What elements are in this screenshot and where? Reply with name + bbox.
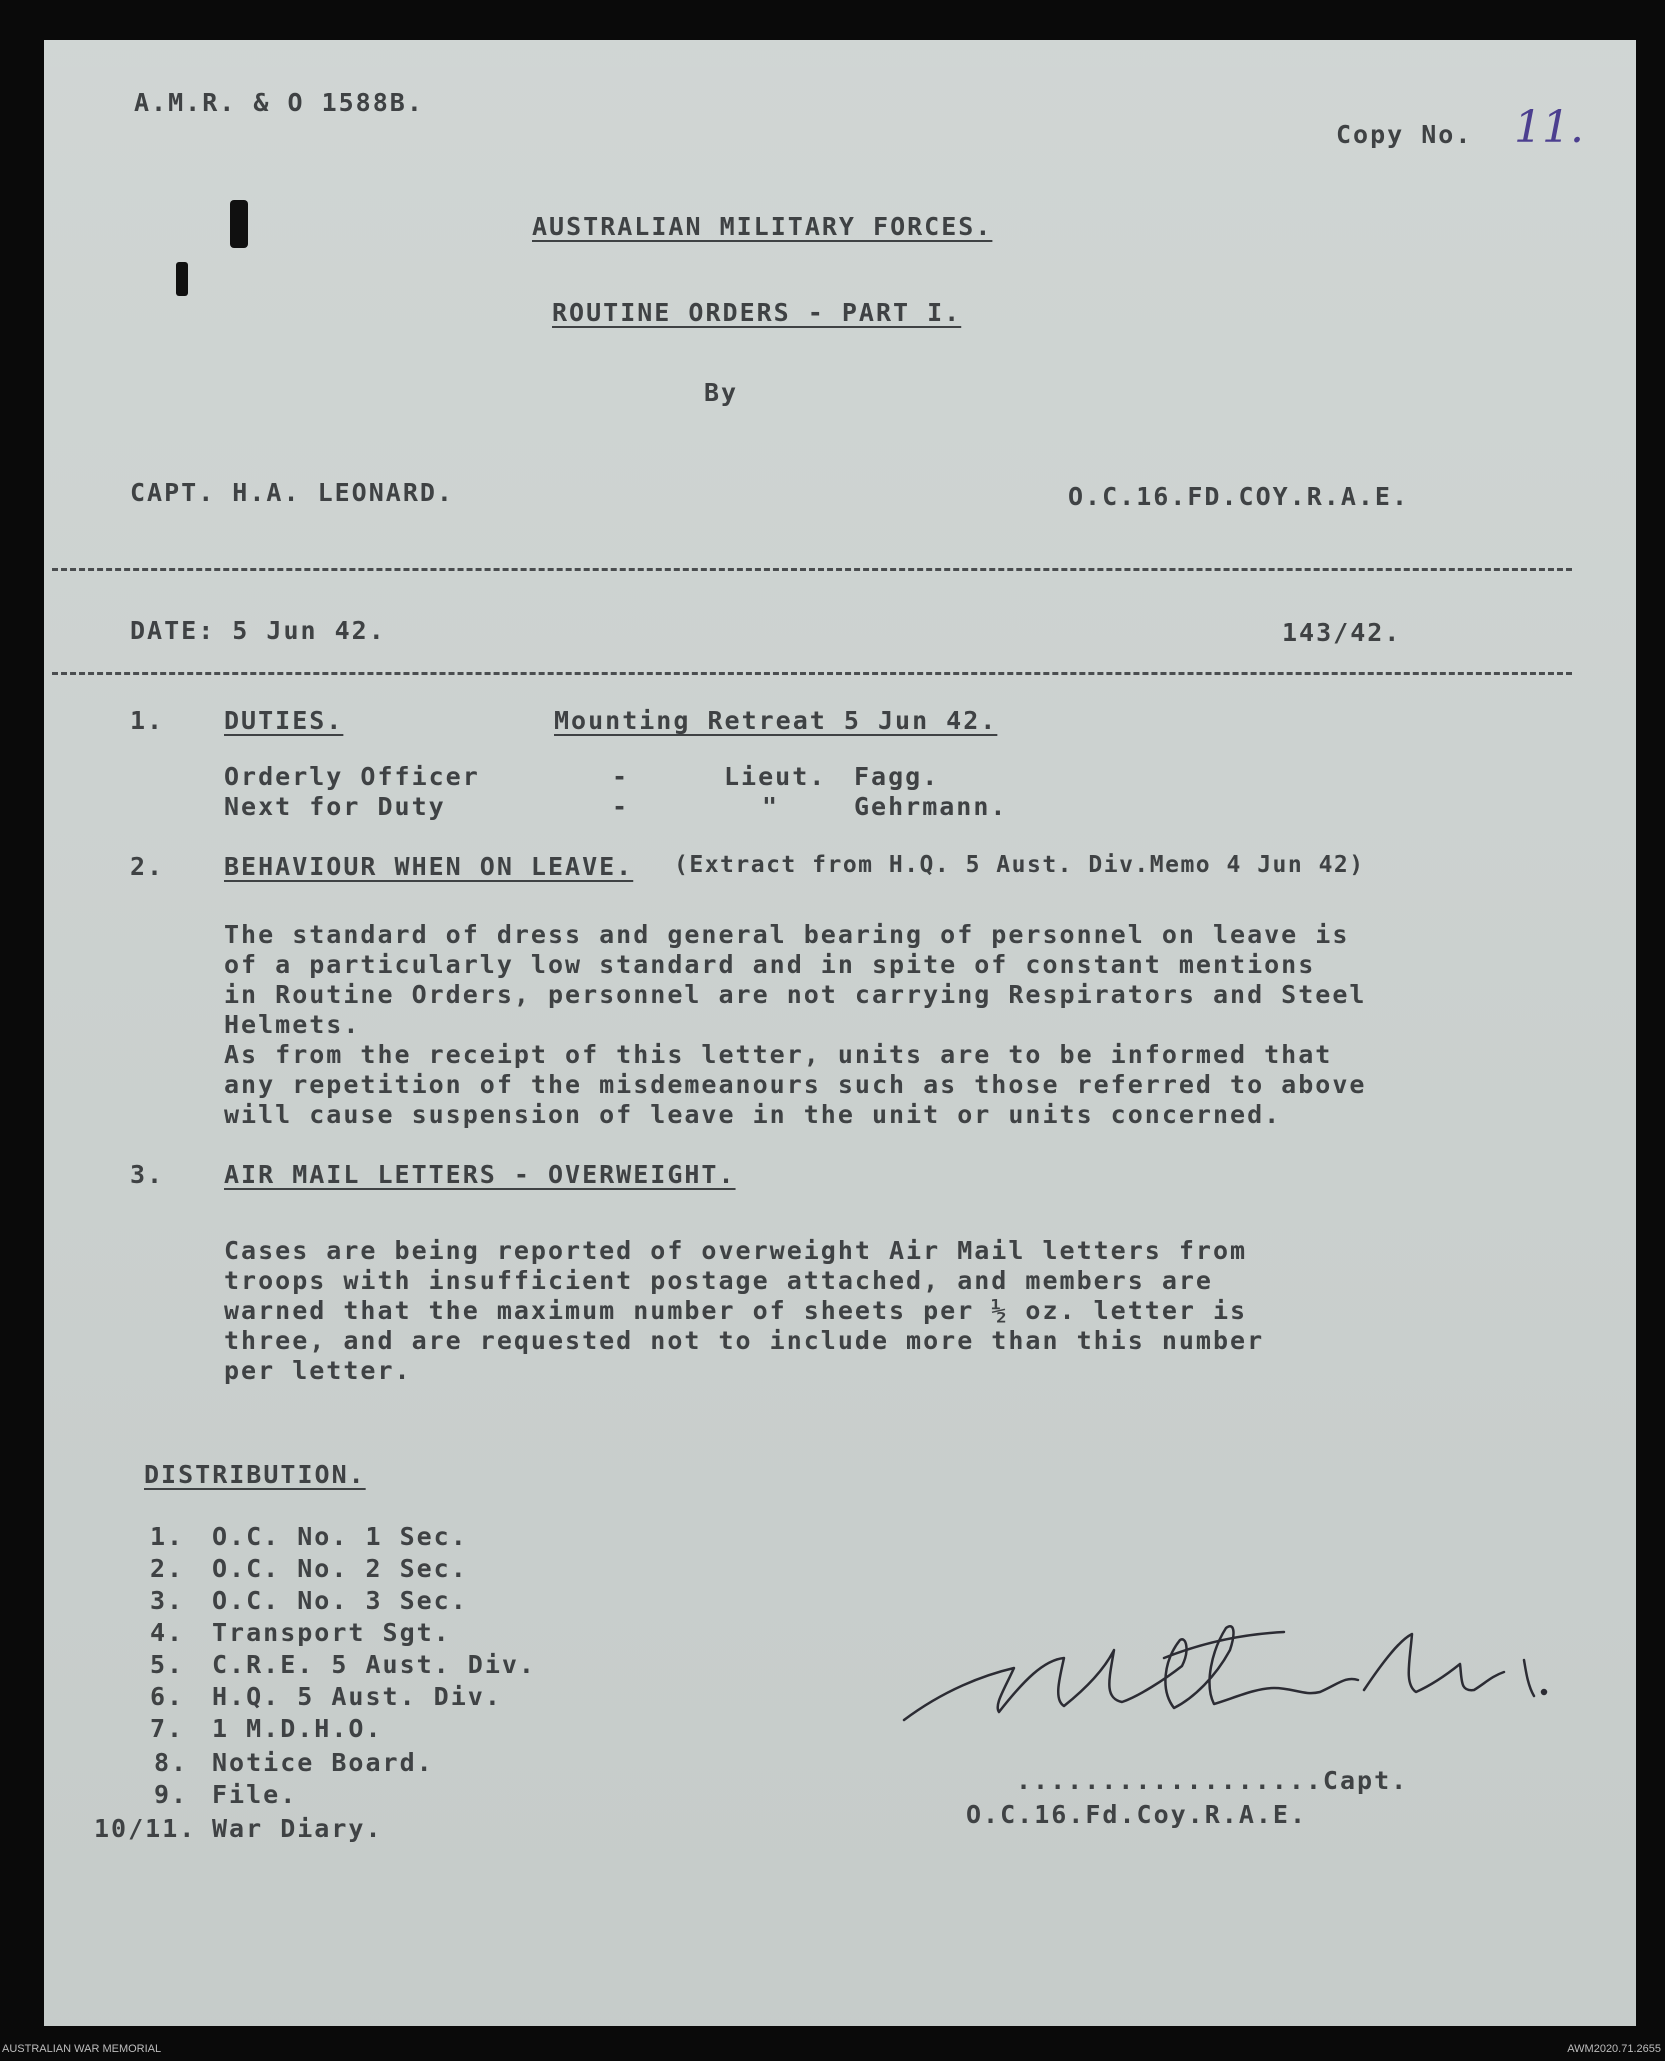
header-divider-top	[52, 568, 1572, 571]
section-2-number: 2.	[130, 852, 165, 881]
punch-hole	[176, 262, 188, 296]
distribution-item: 1 M.D.H.O.	[212, 1714, 383, 1743]
duty-dash: -	[612, 762, 630, 791]
section-2-line: Helmets.	[224, 1010, 361, 1039]
distribution-item: File.	[212, 1780, 298, 1809]
section-2-line: in Routine Orders, personnel are not carrying Respirators and Steel	[224, 980, 1367, 1009]
punch-hole	[230, 200, 248, 248]
distribution-item-number: 4.	[150, 1618, 185, 1647]
section-3-line: three, and are requested not to include more than this number	[224, 1326, 1265, 1355]
by-label: By	[704, 378, 739, 407]
header-divider-bottom	[52, 672, 1572, 675]
section-2-note: (Extract from H.Q. 5 Aust. Div.Memo 4 Jun 42)	[674, 852, 1365, 878]
distribution-item-number: 6.	[150, 1682, 185, 1711]
section-2-line: any repetition of the misdemeanours such as those referred to above	[224, 1070, 1367, 1099]
orders-title: ROUTINE ORDERS - PART I.	[552, 298, 962, 327]
duty-name: Fagg.	[854, 762, 940, 791]
handwritten-signature	[864, 1580, 1584, 1760]
section-2-line: of a particularly low standard and in spite of constant mentions	[224, 950, 1316, 979]
distribution-item-number: 10/11.	[94, 1814, 197, 1843]
duty-name: Gehrmann.	[854, 792, 1008, 821]
section-3-line: troops with insufficient postage attached, and members are	[224, 1266, 1213, 1295]
section-2-line: will cause suspension of leave in the unit or units concerned.	[224, 1100, 1282, 1129]
signature-capt-line: ..................Capt.	[1016, 1766, 1409, 1795]
section-1-number: 1.	[130, 706, 165, 735]
distribution-item-number: 9.	[154, 1780, 189, 1809]
duty-role: Orderly Officer	[224, 762, 480, 791]
archive-credit: AUSTRALIAN WAR MEMORIAL	[2, 2043, 162, 2055]
reference-number: A.M.R. & O 1588B.	[134, 88, 424, 117]
section-2-line: As from the receipt of this letter, units are to be informed that	[224, 1040, 1333, 1069]
distribution-item: O.C. No. 3 Sec.	[212, 1586, 468, 1615]
section-2-line: The standard of dress and general bearing of personnel on leave is	[224, 920, 1350, 949]
section-3-heading: AIR MAIL LETTERS - OVERWEIGHT.	[224, 1160, 736, 1189]
distribution-item-number: 5.	[150, 1650, 185, 1679]
signature-unit: O.C.16.Fd.Coy.R.A.E.	[966, 1800, 1308, 1829]
distribution-item-number: 3.	[150, 1586, 185, 1615]
distribution-item-number: 7.	[150, 1714, 185, 1743]
section-3-line: warned that the maximum number of sheets per ½ oz. letter is	[224, 1296, 1248, 1325]
duty-rank: Lieut.	[724, 762, 827, 791]
section-3-number: 3.	[130, 1160, 165, 1189]
distribution-heading: DISTRIBUTION.	[144, 1460, 366, 1489]
section-1-heading: DUTIES.	[224, 706, 344, 735]
distribution-item: O.C. No. 2 Sec.	[212, 1554, 468, 1583]
section-1-subheading: Mounting Retreat 5 Jun 42.	[554, 706, 998, 735]
distribution-item: C.R.E. 5 Aust. Div.	[212, 1650, 536, 1679]
issuer-name: CAPT. H.A. LEONARD.	[130, 478, 454, 507]
forces-title: AUSTRALIAN MILITARY FORCES.	[532, 212, 993, 241]
distribution-item: Transport Sgt.	[212, 1618, 451, 1647]
distribution-item: Notice Board.	[212, 1748, 434, 1777]
duty-role: Next for Duty	[224, 792, 446, 821]
distribution-item: O.C. No. 1 Sec.	[212, 1522, 468, 1551]
archive-reference: AWM2020.71.2655	[1567, 2043, 1661, 2055]
distribution-item: War Diary.	[212, 1814, 383, 1843]
duty-rank: "	[762, 792, 780, 821]
section-3-line: Cases are being reported of overweight Air Mail letters from	[224, 1236, 1248, 1265]
order-date: DATE: 5 Jun 42.	[130, 616, 386, 645]
section-2-heading: BEHAVIOUR WHEN ON LEAVE.	[224, 852, 634, 881]
copy-number-handwritten: 11.	[1514, 102, 1584, 153]
distribution-item-number: 2.	[150, 1554, 185, 1583]
duty-dash: -	[612, 792, 630, 821]
document-page	[44, 40, 1636, 2026]
distribution-item-number: 8.	[154, 1748, 189, 1777]
issuer-unit: O.C.16.FD.COY.R.A.E.	[1068, 482, 1410, 511]
distribution-item: H.Q. 5 Aust. Div.	[212, 1682, 502, 1711]
section-3-line: per letter.	[224, 1356, 412, 1385]
distribution-item-number: 1.	[150, 1522, 185, 1551]
order-number: 143/42.	[1282, 618, 1402, 647]
copy-label: Copy No.	[1336, 120, 1473, 149]
